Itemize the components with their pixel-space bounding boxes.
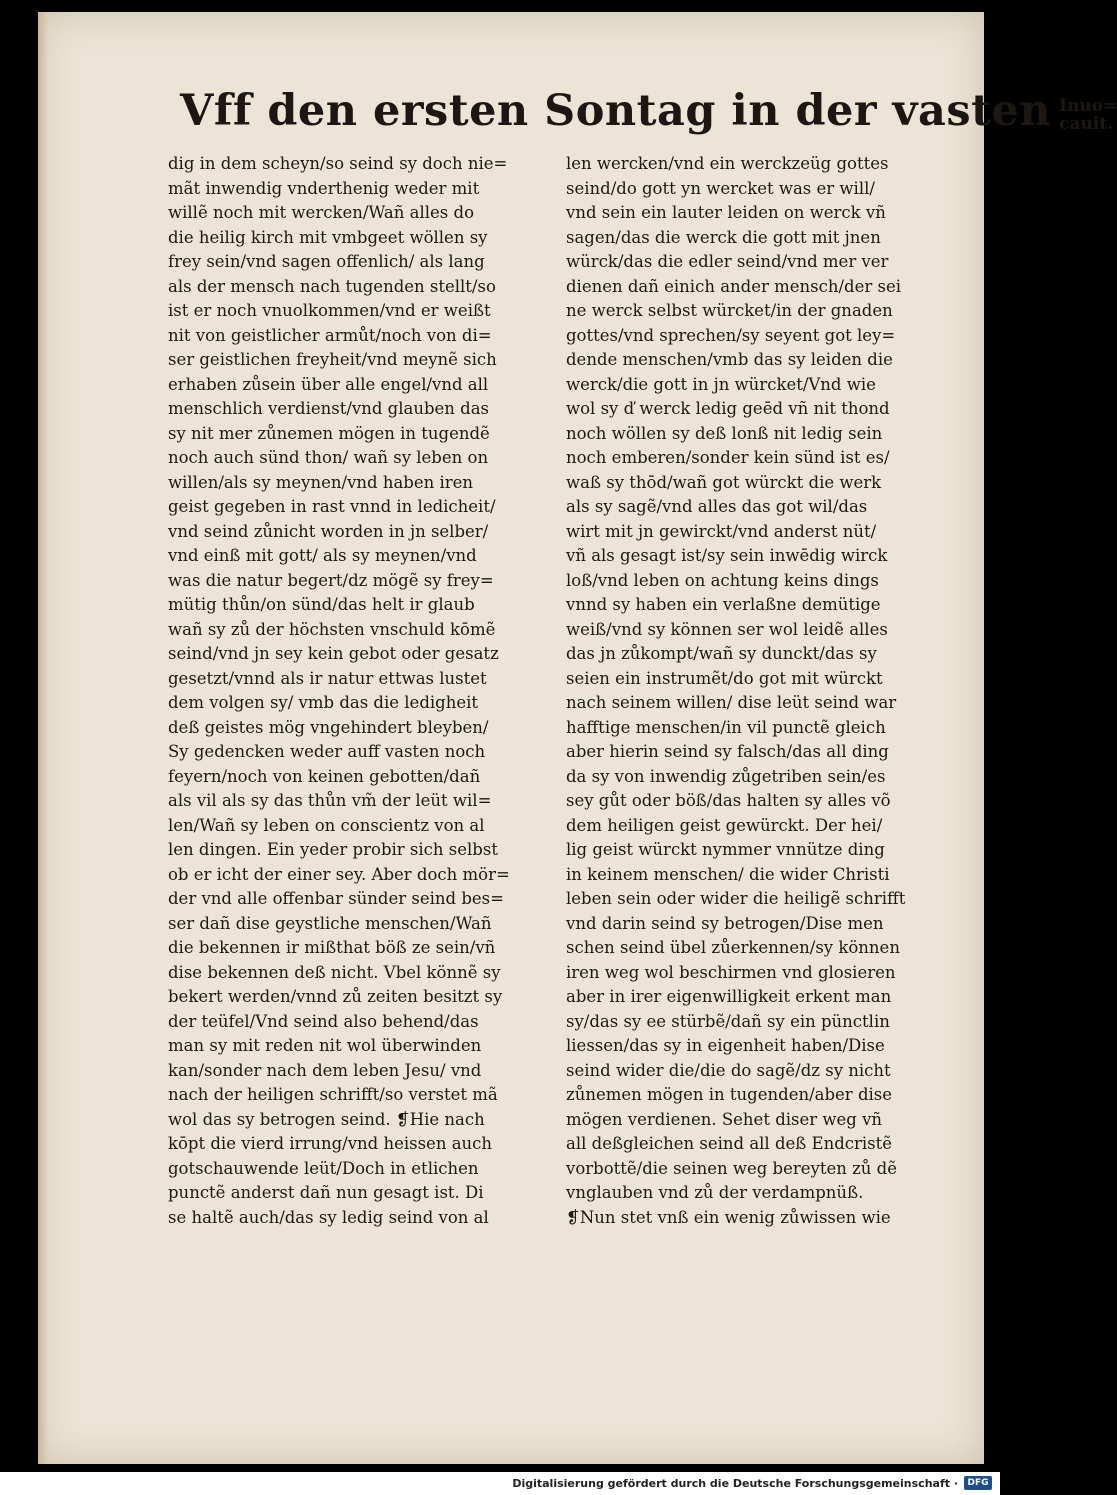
text-line: gesetzt/vnnd als ir natur ettwas lustet [168,668,487,688]
text-line: ist er noch vnuolkommen/vnd er weißt [168,301,491,320]
text-line: bekert werden/vnnd zů zeiten besitzt sy [168,987,503,1006]
text-line: lig geist würckt nymmer vnnütze ding [566,840,885,859]
text-line: mögen verdienen. Sehet diser weg vñ [566,1109,883,1129]
dfg-logo: DFG [964,1476,992,1490]
text-line: vnd seind zůnicht worden in jn selber/ [168,521,489,541]
text-line: willẽ noch mit wercken/Wañ alles do [168,203,474,222]
text-line: noch emberen/sonder kein sünd ist es/ [566,448,890,467]
text-line: ob er icht der einer sey. Aber doch mör= [168,864,510,884]
text-line: vñ als gesagt ist/sy sein inwēdig wirck [566,546,888,565]
page-gutter-shadow [38,12,48,1464]
text-line: Sy gedencken weder auff vasten noch [168,742,486,761]
text-line: vnnd sy haben ein verlaßne demütige [566,595,881,614]
text-line: punctẽ anderst dañ nun gesagt ist. Di [168,1183,484,1202]
text-line: nach der heiligen schrifft/so verstet mã [168,1085,498,1104]
text-line: die heilig kirch mit vmbgeet wöllen sy [168,227,488,247]
text-line: seind/vnd jn sey kein gebot oder gesatz [168,644,499,663]
funding-credit: Digitalisierung gefördert durch die Deutsche Forschungsgemeinschaft · [512,1477,958,1490]
text-line: len dingen. Ein yeder probir sich selbst [168,840,498,859]
text-line: vorbottẽ/die seinen weg bereyten zů dẽ [566,1158,897,1178]
text-line: in keinem menschen/ die wider Christi [566,864,890,884]
text-line: feyern/noch von keinen gebotten/dañ [168,766,481,786]
text-line: loß/vnd leben on achtung keins dings [566,570,879,590]
heading-side-top: Inuo= [1059,96,1117,116]
text-line: würck/das die edler seind/vnd mer ver [566,252,889,271]
text-line: mütig thůn/on sünd/das helt ir glaub [168,595,475,614]
text-line: kan/sonder nach dem leben Jesu/ vnd [168,1060,482,1080]
text-line: die bekennen ir mißthat böß ze sein/vñ [168,938,496,957]
text-line: deß geistes mög vngehindert bleyben/ [168,717,489,737]
text-line: dise bekennen deß nicht. Vbel könnẽ sy [168,962,501,982]
text-line: wirt mit jn gewirckt/vnd anderst nüt/ [566,521,877,541]
text-line: vnd darin seind sy betrogen/Dise men [566,913,884,933]
text-line: geist gegeben in rast vnnd in ledicheit/ [168,497,496,516]
text-line: wol sy ď werck ledig geēd vñ nit thond [566,399,890,418]
text-line: ser dañ dise geystliche menschen/Wañ [168,913,492,933]
page-heading [180,86,1117,136]
text-line: vnd sein ein lauter leiden on werck vñ [566,203,886,222]
text-line: mãt inwendig vnderthenig weder mit [168,178,480,198]
text-line: als sy sagẽ/vnd alles das got wil/das [566,497,868,516]
text-line: wol das sy betrogen seind. ❡Hie nach [168,1109,485,1129]
text-line: iren weg wol beschirmen vnd glosieren [566,962,896,982]
text-line: waß sy thōd/wañ got würckt die werk [566,472,882,492]
text-line: sagen/das die werck die gott mit jnen [566,227,881,247]
text-line: aber hierin seind sy falsch/das all ding [566,742,889,761]
text-line: nach seinem willen/ dise leüt seind war [566,693,897,712]
text-line: erhaben zůsein über alle engel/vnd all [168,374,489,394]
heading-side-bottom: cauit. [1059,114,1114,134]
text-line: hafftige menschen/in vil punctẽ gleich [566,717,886,737]
text-line: liessen/das sy in eigenheit haben/Dise [566,1036,885,1055]
text-line: gotschauwende leüt/Doch in etlichen [168,1158,479,1178]
text-line: sy/das sy ee stürbẽ/dañ sy ein pünctlin [566,1011,890,1031]
text-column-right [566,152,938,1230]
text-line: ne werck selbst würcket/in der gnaden [566,301,893,320]
heading-side-note [1059,97,1117,133]
text-line: menschlich verdienst/vnd glauben das [168,399,490,418]
text-column-left [168,152,553,1230]
text-line: sey gůt oder böß/das halten sy alles võ [566,791,891,810]
text-line: als der mensch nach tugenden stellt/so [168,276,496,296]
text-line: seien ein instrumẽt/do got mit würckt [566,668,883,688]
text-line: ser geistlichen freyheit/vnd meynẽ sich [168,350,497,369]
text-line: schen seind übel zůerkennen/sy können [566,938,900,957]
text-line: der vnd alle offenbar sünder seind bes= [168,889,504,908]
text-line: seind wider die/die do sagẽ/dz sy nicht [566,1060,891,1080]
text-line: zůnemen mögen in tugenden/aber dise [566,1085,893,1104]
text-line: dienen dañ einich ander mensch/der sei [566,276,902,296]
text-line: gottes/vnd sprechen/sy seyent got ley= [566,325,896,345]
text-line: weiß/vnd sy können ser wol leidẽ alles [566,619,888,639]
text-line: werck/die gott in jn würcket/Vnd wie [566,374,876,394]
text-line: kōpt die vierd irrung/vnd heissen auch [168,1134,493,1153]
text-line: vnd einß mit gott/ als sy meynen/vnd [168,546,477,565]
text-line: der teüfel/Vnd seind also behend/das [168,1011,479,1031]
text-line: dende menschen/vmb das sy leiden die [566,350,893,369]
text-line: willen/als sy meynen/vnd haben iren [168,472,474,492]
text-line: frey sein/vnd sagen offenlich/ als lang [168,252,485,271]
text-line: len/Wañ sy leben on conscientz von al [168,815,485,835]
text-line: seind/do gott yn wercket was er will/ [566,178,875,198]
text-line: aber in irer eigenwilligkeit erkent man [566,987,892,1006]
text-line: vnglauben vnd zů der verdampnüß. [566,1183,864,1202]
text-line: len wercken/vnd ein werckzeüg gottes [566,154,889,173]
text-line: wañ sy zů der höchsten vnschuld kōmẽ [168,619,496,639]
text-line: noch auch sünd thon/ wañ sy leben on [168,448,489,467]
text-line: als vil als sy das thůn vm̃ der leüt wil= [168,791,492,810]
text-line: dem heiligen geist gewürckt. Der hei/ [566,815,883,835]
heading-title: Vff den ersten Sontag in der vasten [180,86,1052,136]
text-line: da sy von inwendig zůgetriben sein/es [566,766,886,786]
text-line: was die natur begert/dz mögẽ sy frey= [168,570,494,590]
text-line: noch wöllen sy deß lonß nit ledig sein [566,423,883,443]
text-line: leben sein oder wider die heiligẽ schrifft [566,889,906,908]
text-line: dig in dem scheyn/so seind sy doch nie= [168,154,508,173]
text-line: dem volgen sy/ vmb das die ledigheit [168,693,479,712]
text-line: se haltẽ auch/das sy ledig seind von al [168,1207,489,1227]
text-line: nit von geistlicher armůt/noch von di= [168,325,492,345]
text-line: sy nit mer zůnemen mögen in tugendẽ [168,423,490,443]
text-line: ❡Nun stet vnß ein wenig zůwissen wie [566,1207,891,1227]
text-line: das jn zůkompt/wañ sy dunckt/das sy [566,644,877,663]
text-line: man sy mit reden nit wol überwinden [168,1036,482,1055]
text-line: all deßgleichen seind all deß Endcristẽ [566,1134,893,1153]
